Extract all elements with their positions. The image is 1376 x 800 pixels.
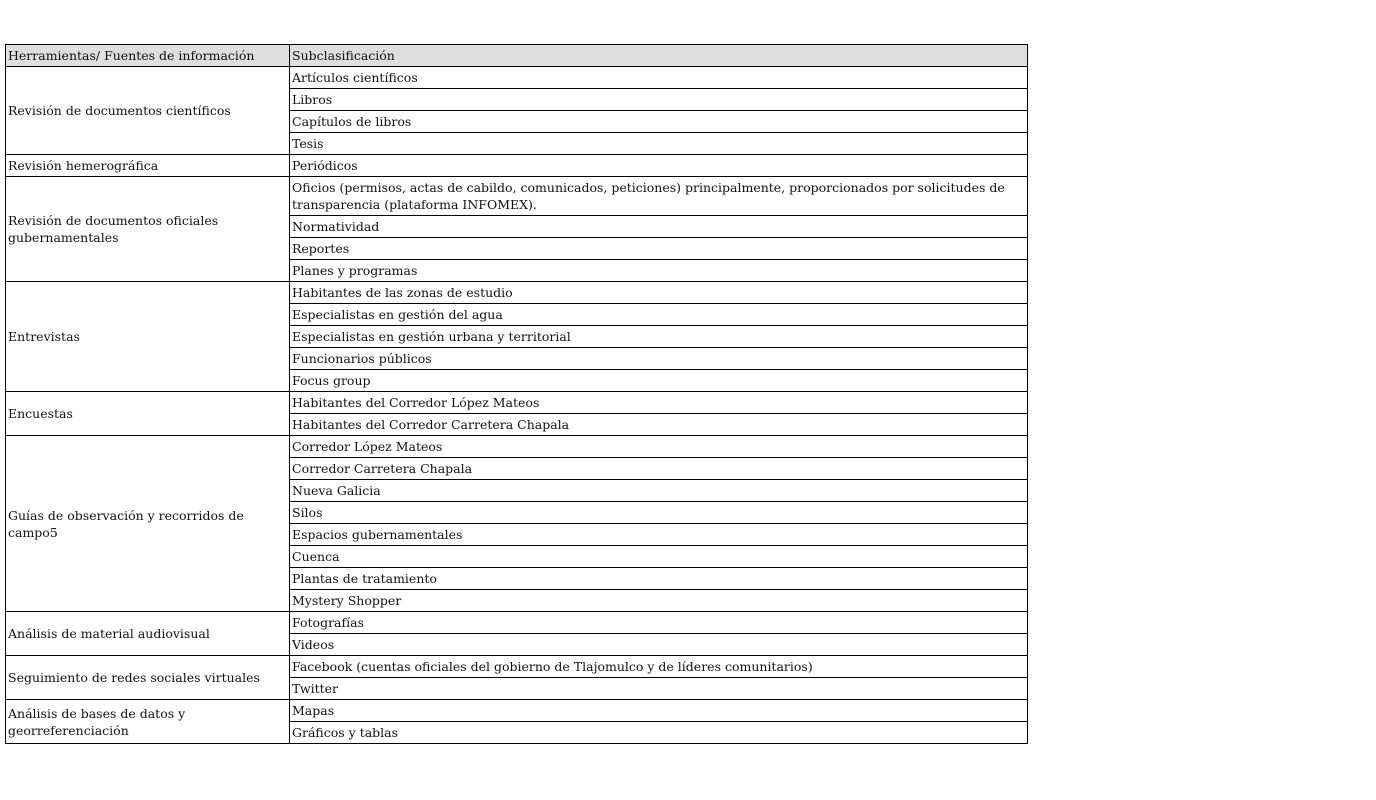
subclassification-cell: Oficios (permisos, actas de cabildo, comunicados, peticiones) principalmente, proporcionados por solicitudes de transparencia (plataforma INFOMEX).	[290, 177, 1028, 216]
subclassification-cell: Silos	[290, 502, 1028, 524]
subclassification-cell: Facebook (cuentas oficiales del gobierno de Tlajomulco y de líderes comunitarios)	[290, 656, 1028, 678]
table-row	[6, 155, 1028, 177]
table-row	[6, 656, 1028, 678]
tool-cell: Revisión de documentos científicos	[6, 67, 290, 155]
subclassification-cell: Periódicos	[290, 155, 1028, 177]
tool-cell: Análisis de material audiovisual	[6, 612, 290, 656]
subclassification-cell: Habitantes del Corredor López Mateos	[290, 392, 1028, 414]
tool-cell: Entrevistas	[6, 282, 290, 392]
subclassification-cell: Focus group	[290, 370, 1028, 392]
subclassification-cell: Cuenca	[290, 546, 1028, 568]
table-row	[6, 67, 1028, 89]
sources-table	[5, 44, 1028, 744]
table-row	[6, 392, 1028, 414]
subclassification-cell: Espacios gubernamentales	[290, 524, 1028, 546]
subclassification-cell: Videos	[290, 634, 1028, 656]
subclassification-cell: Mapas	[290, 700, 1028, 722]
tool-cell: Revisión de documentos oficiales gubernamentales	[6, 177, 290, 282]
subclassification-cell: Habitantes del Corredor Carretera Chapala	[290, 414, 1028, 436]
tool-cell: Guías de observación y recorridos de campo5	[6, 436, 290, 612]
subclassification-cell: Funcionarios públicos	[290, 348, 1028, 370]
subclassification-cell: Planes y programas	[290, 260, 1028, 282]
header-subclassification: Subclasificación	[290, 45, 1028, 67]
tool-cell: Análisis de bases de datos y georreferenciación	[6, 700, 290, 744]
table-row	[6, 282, 1028, 304]
tool-cell: Encuestas	[6, 392, 290, 436]
subclassification-cell: Capítulos de libros	[290, 111, 1028, 133]
subclassification-cell: Corredor López Mateos	[290, 436, 1028, 458]
subclassification-cell: Gráficos y tablas	[290, 722, 1028, 744]
subclassification-cell: Nueva Galicia	[290, 480, 1028, 502]
subclassification-cell: Mystery Shopper	[290, 590, 1028, 612]
subclassification-cell: Libros	[290, 89, 1028, 111]
subclassification-cell: Twitter	[290, 678, 1028, 700]
table-row	[6, 700, 1028, 722]
tool-cell: Seguimiento de redes sociales virtuales	[6, 656, 290, 700]
subclassification-cell: Tesis	[290, 133, 1028, 155]
subclassification-cell: Corredor Carretera Chapala	[290, 458, 1028, 480]
subclassification-cell: Fotografías	[290, 612, 1028, 634]
subclassification-cell: Artículos científicos	[290, 67, 1028, 89]
table-row	[6, 436, 1028, 458]
tool-cell: Revisión hemerográfica	[6, 155, 290, 177]
table-row	[6, 177, 1028, 216]
subclassification-cell: Especialistas en gestión urbana y territorial	[290, 326, 1028, 348]
subclassification-cell: Especialistas en gestión del agua	[290, 304, 1028, 326]
subclassification-cell: Plantas de tratamiento	[290, 568, 1028, 590]
table-row	[6, 612, 1028, 634]
subclassification-cell: Normatividad	[290, 216, 1028, 238]
subclassification-cell: Reportes	[290, 238, 1028, 260]
header-tools: Herramientas/ Fuentes de información	[6, 45, 290, 67]
subclassification-cell: Habitantes de las zonas de estudio	[290, 282, 1028, 304]
header-row	[6, 45, 1028, 67]
table-body	[6, 67, 1028, 744]
